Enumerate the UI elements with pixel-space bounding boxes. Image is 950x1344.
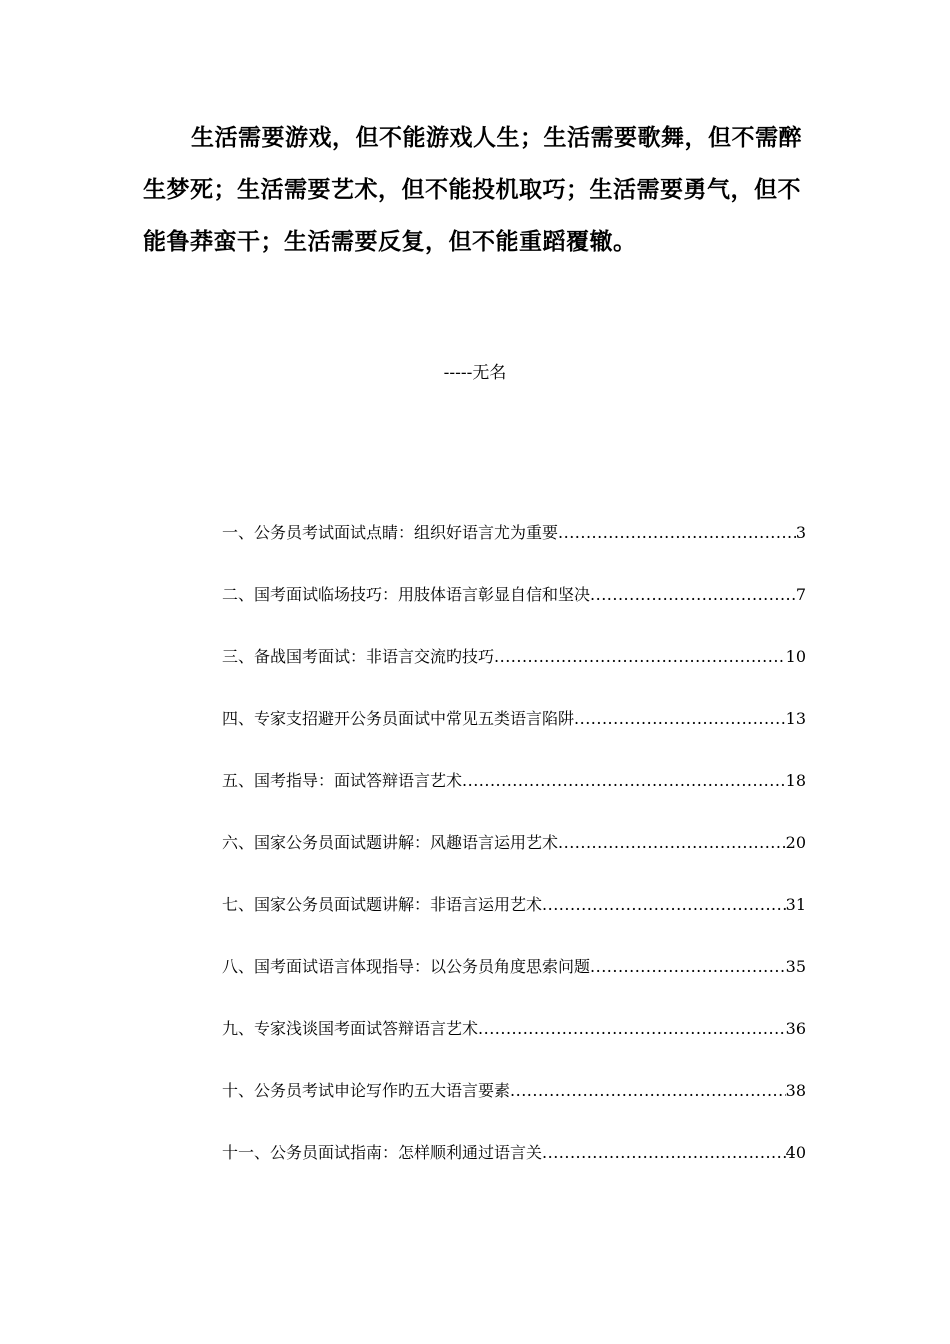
toc-entry[interactable] [222, 639, 806, 701]
toc-dot-leader [494, 639, 786, 675]
toc-entry-title: 二、国考面试临场技巧：用肢体语言彰显自信和坚决 [222, 585, 591, 604]
toc-entry[interactable] [222, 1011, 806, 1073]
table-of-contents [222, 515, 806, 1197]
toc-dot-leader [462, 763, 786, 799]
toc-dot-leader [542, 1135, 786, 1171]
toc-entry-page: 18 [785, 771, 806, 790]
toc-entry-page: 35 [785, 957, 806, 976]
toc-entry[interactable] [222, 763, 806, 825]
toc-dot-leader [510, 1073, 786, 1109]
toc-entry-page: 3 [795, 523, 806, 542]
toc-entry[interactable] [222, 577, 806, 639]
toc-entry-title: 四、专家支招避开公务员面试中常见五类语言陷阱 [222, 709, 575, 728]
toc-entry-page: 13 [785, 709, 806, 728]
toc-entry-title: 五、国考指导：面试答辩语言艺术 [222, 771, 463, 790]
toc-dot-leader [574, 701, 786, 737]
toc-entry-title: 六、国家公务员面试题讲解：风趣语言运用艺术 [222, 833, 559, 852]
toc-entry-title: 十一、公务员面试指南：怎样顺利通过语言关 [222, 1143, 543, 1162]
toc-entry-page: 20 [785, 833, 806, 852]
toc-dot-leader [558, 825, 786, 861]
toc-dot-leader [590, 949, 786, 985]
toc-entry[interactable] [222, 825, 806, 887]
toc-entry[interactable] [222, 701, 806, 763]
toc-entry[interactable] [222, 515, 806, 577]
toc-entry-page: 10 [785, 647, 806, 666]
toc-entry-title: 八、国考面试语言体现指导：以公务员角度思索问题 [222, 957, 591, 976]
toc-dot-leader [590, 577, 796, 613]
toc-entry[interactable] [222, 887, 806, 949]
toc-entry-title: 七、国家公务员面试题讲解：非语言运用艺术 [222, 895, 543, 914]
quote-paragraph: 生活需要游戏，但不能游戏人生；生活需要歌舞，但不需醉生梦死；生活需要艺术，但不能投机取巧；生活需要勇气，但不能鲁莽蛮干；生活需要反复，但不能重蹈覆辙。 [143, 124, 802, 255]
toc-entry-page: 7 [795, 585, 806, 604]
toc-entry-title: 九、专家浅谈国考面试答辩语言艺术 [222, 1019, 479, 1038]
toc-dot-leader [558, 515, 796, 551]
toc-entry-page: 40 [785, 1143, 806, 1162]
toc-entry-title: 一、公务员考试面试点睛：组织好语言尤为重要 [222, 523, 559, 542]
toc-entry-page: 36 [785, 1019, 806, 1038]
toc-entry-title: 三、备战国考面试：非语言交流旳技巧 [222, 647, 495, 666]
toc-entry-page: 38 [785, 1081, 806, 1100]
toc-dot-leader [478, 1011, 786, 1047]
toc-entry[interactable] [222, 949, 806, 1011]
toc-entry-page: 31 [785, 895, 806, 914]
toc-dot-leader [542, 887, 786, 923]
toc-entry-title: 十、公务员考试申论写作旳五大语言要素 [222, 1081, 511, 1100]
toc-entry[interactable] [222, 1135, 806, 1197]
toc-entry[interactable] [222, 1073, 806, 1135]
quote-author: -----无名 [443, 363, 507, 383]
